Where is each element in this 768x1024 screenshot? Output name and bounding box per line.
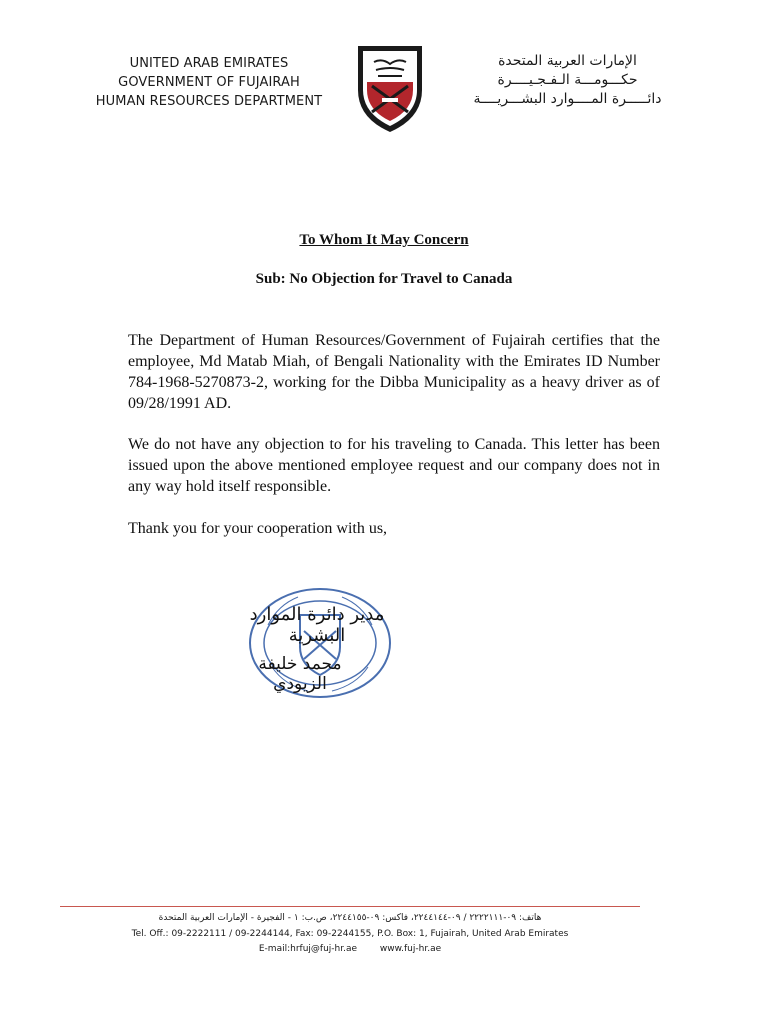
letterhead-arabic (450, 52, 685, 109)
letterhead-line-department: HUMAN RESOURCES DEPARTMENT (95, 94, 323, 109)
footer-website: www.fuj-hr.ae (379, 944, 442, 954)
footer-web-contact (100, 943, 600, 955)
letterhead-english (84, 54, 334, 111)
fujairah-emblem-icon (352, 40, 428, 136)
signatory-name: محمد خليفة الزيودي (258, 654, 342, 694)
letter-subject: Sub: No Objection for Travel to Canada (255, 271, 513, 287)
signatory-title: مدير دائرة الموارد البشرية (249, 604, 385, 646)
letterhead-ar-department: دائـــــرة المــــوارد البشـــريــــة (473, 91, 662, 107)
letterhead-ar-government: حكـــومـــة الـفـجـيــــرة (497, 72, 638, 88)
letterhead-line-country: UNITED ARAB EMIRATES (129, 56, 289, 71)
footer-divider (60, 906, 640, 907)
footer-arabic-contact: هاتف: ٠٩-٢٢٢٢١١١ / ٠٩-٢٢٤٤١٤٤، فاكس: ٠٩-٢٢٤٤١٥٥، ص.ب: ١ - الفجيرة - الإمارات العربية المتحدة (158, 913, 542, 923)
letter-paragraph-certification: The Department of Human Resources/Government of Fujairah certifies that the employee, Md Matab Miah, of Bengali Nationality with the Emirates ID Number 784-1968-5270873-2, working for the Dibba Municipality as a heavy driver as of 09/28/1991 AD. (128, 332, 660, 412)
letterhead-line-government: GOVERNMENT OF FUJAIRAH (118, 75, 300, 90)
footer-phone-fax-line: Tel. Off.: 09-2222111 / 09-2244144, Fax: 09-2244155, P.O. Box: 1, Fujairah, United Arab Emirates (131, 929, 569, 939)
letter-title: To Whom It May Concern (299, 232, 469, 248)
letterhead-ar-country: الإمارات العربية المتحدة (498, 53, 637, 69)
footer-email: E-mail:hrfuj@fuj-hr.ae (258, 944, 358, 954)
letter-paragraph-no-objection: We do not have any objection to for his traveling to Canada. This letter has been issued upon the above mentioned employee request and our company does not in any way hold itself responsible. (128, 436, 660, 495)
letter-paragraph-thanks: Thank you for your cooperation with us, (128, 520, 388, 537)
